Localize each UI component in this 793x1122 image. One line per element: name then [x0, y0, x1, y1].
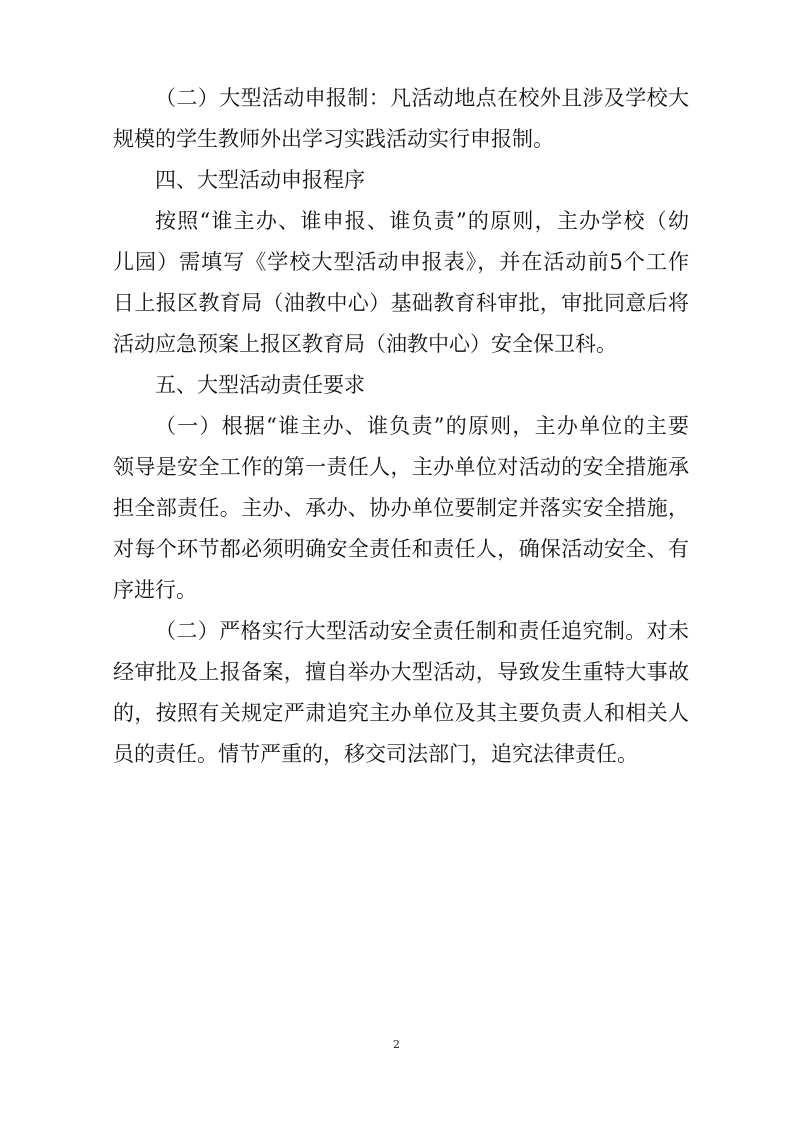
paragraph-line: （二）大型活动申报制：凡活动地点在校外且涉及学校大 [155, 86, 689, 110]
paragraph-line: 担全部责任。主办、承办、协办单位要制定并落实安全措施， [113, 496, 689, 520]
paragraph-line: （二）严格实行大型活动安全责任制和责任追究制。对未 [155, 619, 689, 643]
paragraph-line: 日上报区教育局（油教中心）基础教育科审批，审批同意后将 [113, 291, 689, 315]
paragraph-line: 对每个环节都必须明确安全责任和责任人，确保活动安全、有 [113, 537, 689, 561]
paragraph-line: 按照“谁主办、谁申报、谁负责”的原则，主办学校（幼 [155, 209, 689, 233]
paragraph-line: 活动应急预案上报区教育局（油教中心）安全保卫科。 [113, 332, 617, 356]
paragraph-line: （一）根据“谁主办、谁负责”的原则，主办单位的主要 [155, 414, 689, 438]
paragraph-line: 序进行。 [113, 578, 197, 602]
paragraph-line: 儿园）需填写《学校大型活动申报表》，并在活动前5个工作 [113, 250, 689, 274]
paragraph-line: 的，按照有关规定严肃追究主办单位及其主要负责人和相关人 [113, 701, 689, 725]
section-heading: 五、大型活动责任要求 [155, 373, 365, 397]
paragraph-line: 领导是安全工作的第一责任人，主办单位对活动的安全措施承 [113, 455, 689, 479]
paragraph-line: 规模的学生教师外出学习实践活动实行申报制。 [113, 127, 554, 151]
page-number: 2 [393, 1038, 400, 1051]
paragraph-line: 员的责任。情节严重的，移交司法部门，追究法律责任。 [113, 742, 638, 766]
section-heading: 四、大型活动申报程序 [155, 168, 365, 192]
document-body [113, 78, 689, 775]
paragraph-line: 经审批及上报备案，擅自举办大型活动，导致发生重特大事故 [113, 660, 689, 684]
